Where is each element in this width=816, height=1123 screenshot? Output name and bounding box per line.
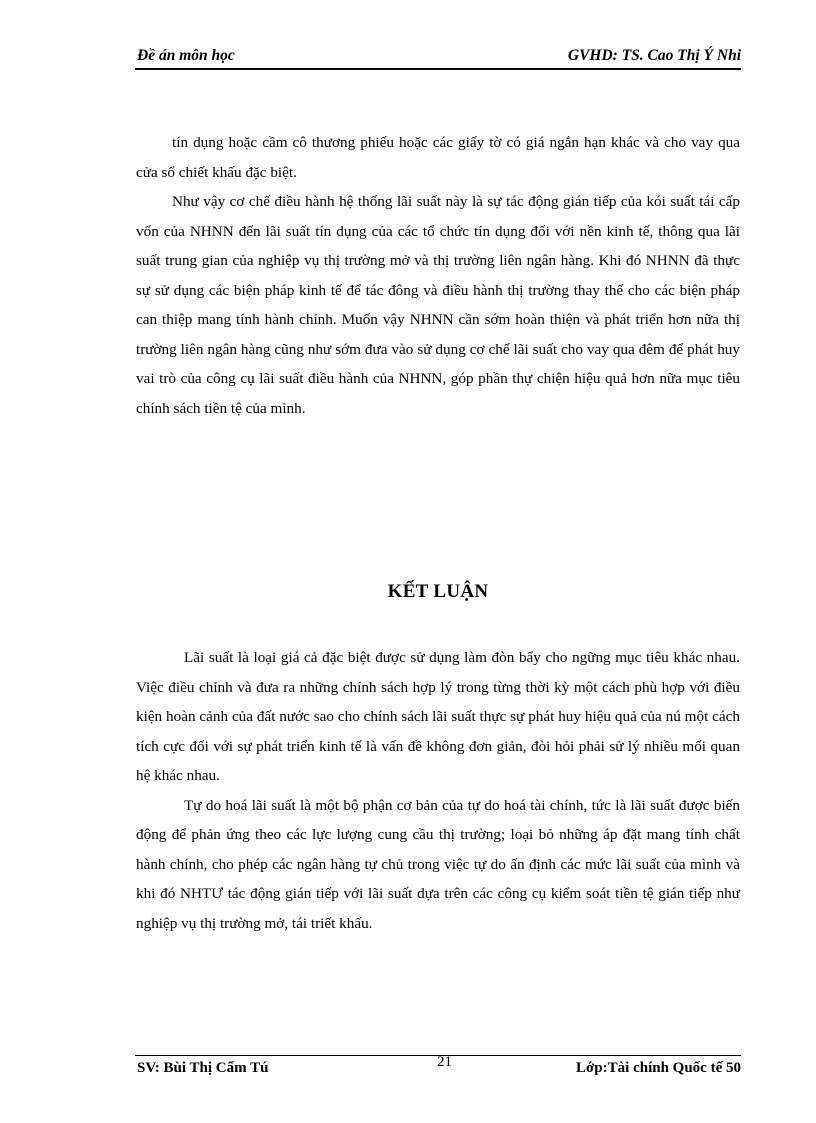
paragraph-continued: tín dụng hoặc cầm cô thương phiếu hoặc các giấy tờ có giá ngắn hạn khác và cho vay qua cửa sổ chiết khấu đặc biệt. [136,134,740,181]
section-body [136,128,740,423]
conclusion-paragraph-1: Lãi suất là loại giá cả đặc biệt được sử dụng làm đòn bẩy cho ngững mục tiêu khác nhau. Việc điều chỉnh và đưa ra những chính sách hợp lý trong từng thời kỳ một cách phù hợp với điều kiện hoàn cảnh của đất nước sao cho chính sách lãi suất thực sự phát huy hiệu quả của nú một cách tích cực đối với sự phát triển kinh tế là vấn đề không đơn giản, đòi hỏi phải sử lý nhiều mối quan hệ khác nhau. [136,649,740,784]
footer-student: SV: Bùi Thị Cẩm Tú [137,1060,269,1076]
paragraph-interest-mechanism: Như vậy cơ chế điều hành hệ thống lãi suất này là sự tác động gián tiếp của kói suất tái cấp vốn của NHNN đến lãi suất tín dụng của các tổ chức tín dụng đối với nền kinh tế, thông qua lãi suất trung gian của nghiệp vụ thị trường mở và thị trường liên ngân hàng. Khi đó NHNN đã thực sự sử dụng các biện pháp kinh tế để tác đông và điều hành thị trường thay thế cho các biện pháp can thiệp mang tính hành chính. Muốn vậy NHNN cần sớm hoàn thiện và phát triển hơn nữa thị trường liên ngân hàng cũng như sớm đưa vào sử dụng cơ chế lãi suất cho vay qua đêm để phát huy vai trò của công cụ lãi suất điều hành của NHNN, góp phần thự chiện hiệu quả hơn nữa mục tiêu chính sách tiền tệ của mình. [136,193,740,417]
page-header [135,44,741,70]
page-number: 21 [437,1054,452,1070]
conclusion-paragraph-2: Tự do hoá lãi suất là một bộ phận cơ bản của tự do hoá tài chính, tức là lãi suất được biến động để phản ứng theo các lực lượng cung cầu thị trường; loại bỏ những áp đặt mang tính chất hành chính, cho phép các ngân hàng tự chủ trong việc tự do ấn định các mức lãi suất của mình và khi đó NHTƯ tác động gián tiếp với lãi suất dựa trên các công cụ kiểm soát tiền tệ gián tiếp như nghiệp vụ thị trường mở, tái triết khấu. [136,796,740,932]
header-supervisor: GVHD: TS. Cao Thị Ý Nhi [567,47,741,64]
conclusion-title: KẾT LUẬN [387,581,489,602]
footer-class: Lớp:Tài chính Quốc tế 50 [576,1060,741,1076]
header-course-title: Đề án môn học [137,47,235,64]
conclusion-body [136,643,740,938]
page-footer [135,1055,741,1080]
